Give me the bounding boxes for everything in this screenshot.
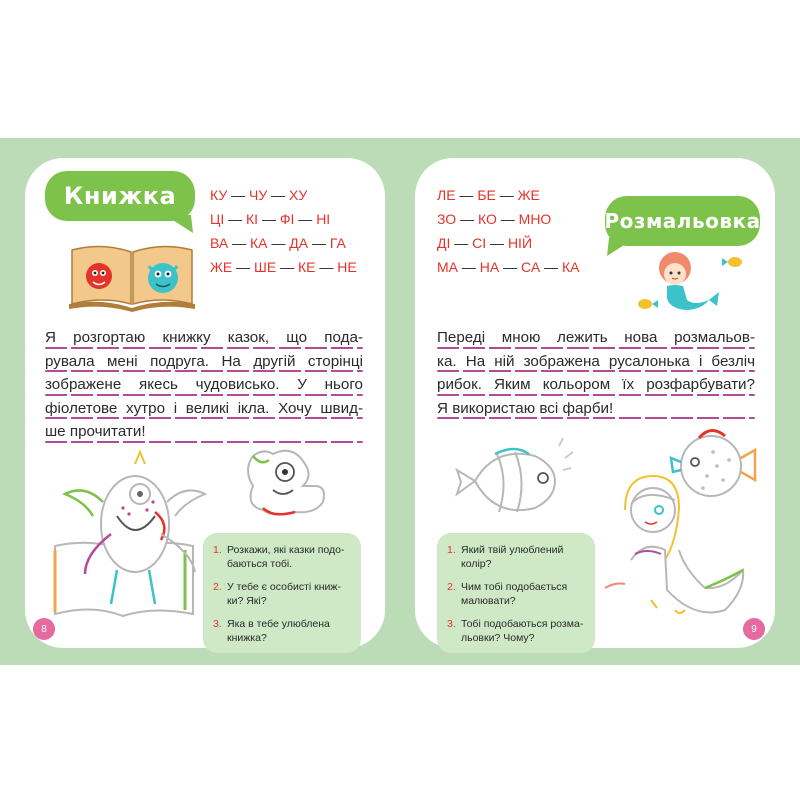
right-title: Розмальовка (604, 209, 761, 233)
right-questions-box (437, 533, 595, 653)
syllable-separator: — (455, 187, 478, 203)
syllable: ШЕ (254, 259, 277, 275)
syllable-separator: — (308, 235, 330, 251)
question-text: Тобі подобаються розма-льовки? Чому? (461, 618, 584, 644)
story-line: ка. На ній зображена русалонька і безліч (437, 350, 755, 374)
syllable: НІЙ (507, 235, 532, 251)
syllable: МА (437, 259, 458, 275)
syllable-separator: — (294, 211, 317, 227)
syllable-separator: — (228, 235, 250, 251)
question-text: Чим тобі подобається малювати? (461, 581, 568, 607)
syllable-separator: — (315, 259, 338, 275)
syllable-separator: — (495, 187, 518, 203)
creature-outline-icon (243, 446, 333, 526)
question-item (213, 580, 351, 608)
mermaid-fish-icon (635, 248, 755, 318)
bubble-tail-icon (607, 238, 637, 258)
syllable: КО (477, 211, 497, 227)
question-item (447, 580, 585, 608)
left-title-bubble (45, 171, 195, 221)
syllable: ДІ (437, 235, 451, 251)
story-line: ше прочитати! (45, 420, 363, 444)
syllable-separator: — (267, 187, 290, 203)
syllable-separator: — (258, 211, 280, 227)
right-title-bubble (605, 196, 760, 246)
open-book-monsters-icon (67, 242, 197, 312)
syllable: МНО (518, 211, 552, 227)
syllable-separator: — (458, 259, 480, 275)
mermaid-outline-icon (595, 470, 745, 640)
question-number: 2. (447, 581, 456, 593)
question-number: 1. (213, 544, 222, 556)
syllable-row (210, 258, 357, 282)
question-text: Яка в тебе улюблена книжка? (227, 618, 330, 644)
right-page (415, 158, 775, 648)
syllable: КУ (210, 187, 228, 203)
syllable-row (437, 186, 579, 210)
question-number: 1. (447, 544, 456, 556)
left-page (25, 158, 385, 648)
right-story (437, 326, 755, 420)
syllable-row (437, 234, 579, 258)
syllable: ЖЕ (210, 259, 233, 275)
right-page-number: 9 (743, 618, 765, 640)
syllable-separator: — (496, 211, 519, 227)
story-line: рувала мені подруга. На другій сторінці (45, 350, 363, 374)
book-spread (0, 138, 800, 665)
left-story (45, 326, 363, 444)
story-line: Я розгортаю книжку казок, що пода- (45, 326, 363, 350)
syllable: ФІ (279, 211, 295, 227)
syllable-row (437, 210, 579, 234)
syllable-row (210, 210, 357, 234)
syllable: ЦІ (210, 211, 225, 227)
left-title: Книжка (63, 182, 177, 210)
syllable: ГА (329, 235, 346, 251)
syllable: НЕ (337, 259, 357, 275)
syllable-separator: — (456, 211, 478, 227)
syllable: КА (250, 235, 268, 251)
story-line: зображене якесь чудовисько. У нього (45, 373, 363, 397)
syllable: НІ (316, 211, 331, 227)
syllable-separator: — (224, 211, 247, 227)
syllable: СА (521, 259, 541, 275)
syllable-separator: — (499, 259, 522, 275)
question-number: 2. (213, 581, 222, 593)
story-line: Я використаю всі фарби! (437, 397, 755, 421)
story-line: Переді мною лежить нова розмальов- (437, 326, 755, 350)
syllable-separator: — (540, 259, 562, 275)
syllable: КЕ (298, 259, 316, 275)
question-number: 3. (213, 618, 222, 630)
syllable-row (210, 234, 357, 258)
syllable: НА (479, 259, 500, 275)
bubble-tail-icon (163, 215, 193, 235)
syllable-separator: — (227, 187, 249, 203)
question-text: У тебе є особисті книж-ки? Які? (227, 581, 341, 607)
left-questions-box (203, 533, 361, 653)
question-text: Який твій улюблений колір? (461, 544, 564, 570)
syllable-separator: — (450, 235, 473, 251)
right-syllables (437, 186, 579, 282)
syllable-separator: — (232, 259, 255, 275)
syllable: ЖЕ (517, 187, 540, 203)
left-syllables (210, 186, 357, 282)
question-item (447, 543, 585, 571)
syllable: СІ (472, 235, 487, 251)
syllable-separator: — (486, 235, 508, 251)
striped-fish-outline-icon (455, 436, 565, 526)
story-line: фіолетове хутро і великі ікла. Хочу швид- (45, 397, 363, 421)
question-item (447, 617, 585, 645)
monster-outline-icon (45, 454, 225, 624)
question-item (213, 617, 351, 645)
story-line: рибок. Яким кольором їх розфарбувати? (437, 373, 755, 397)
syllable: БЕ (477, 187, 496, 203)
question-item (213, 543, 351, 571)
syllable: ЛЕ (437, 187, 456, 203)
syllable: КА (561, 259, 580, 275)
syllable: КІ (246, 211, 259, 227)
syllable: ЗО (437, 211, 457, 227)
syllable: ХУ (289, 187, 308, 203)
syllable-separator: — (267, 235, 290, 251)
syllable-row (437, 258, 579, 282)
question-number: 3. (447, 618, 456, 630)
syllable: ЧУ (249, 187, 268, 203)
question-text: Розкажи, які казки подо-баються тобі. (227, 544, 345, 570)
syllable: ВА (210, 235, 229, 251)
left-page-number: 8 (33, 618, 55, 640)
syllable-row (210, 186, 357, 210)
syllable-separator: — (276, 259, 298, 275)
syllable: ДА (289, 235, 309, 251)
